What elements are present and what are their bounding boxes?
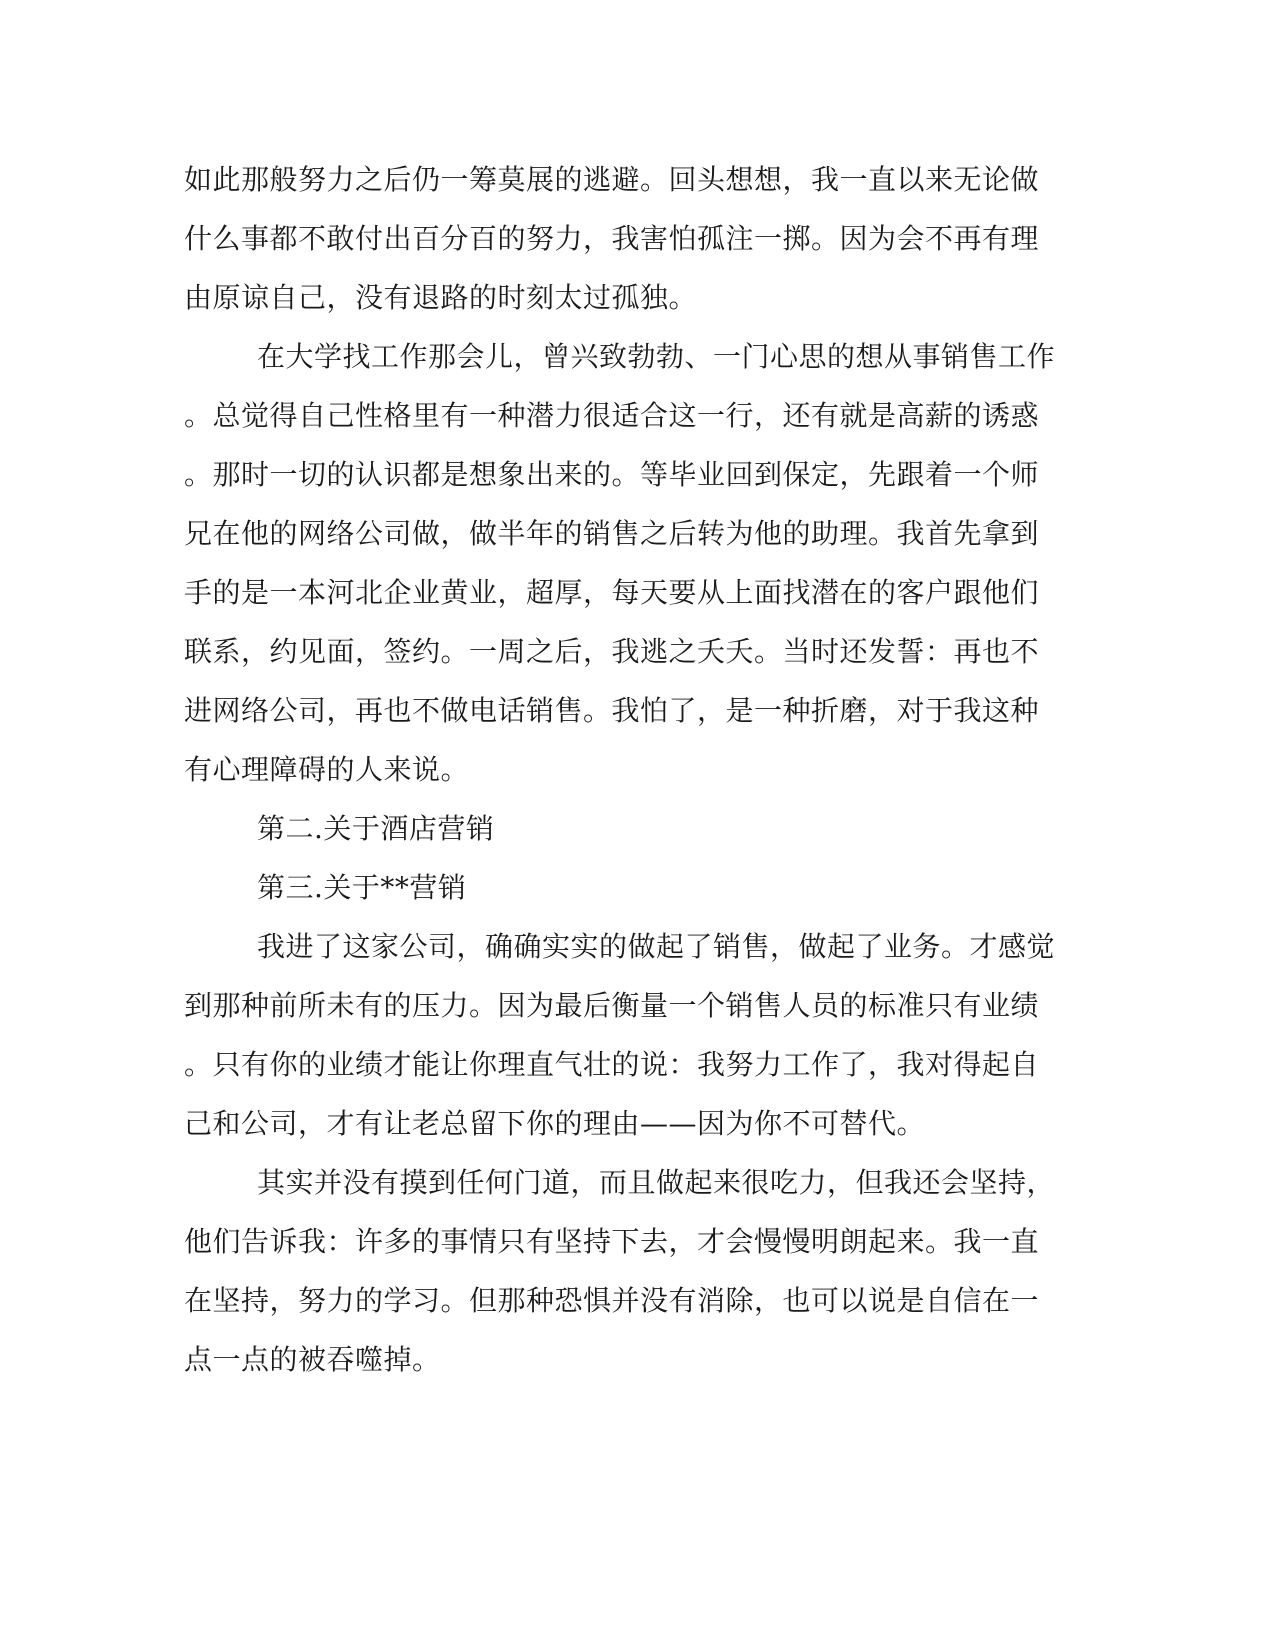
text-line: 到那种前所未有的压力。因为最后衡量一个销售人员的标准只有业绩 [184,989,1040,1022]
text-line: 联系，约见面，签约。一周之后，我逃之夭夭。当时还发誓：再也不 [184,635,1040,668]
text-line: 兄在他的网络公司做，做半年的销售之后转为他的助理。我首先拿到 [184,517,1040,550]
paragraph-start-line: 在大学找工作那会儿，曾兴致勃勃、一门心思的想从事销售工作 [257,340,1056,373]
text-line: 。只有你的业绩才能让你理直气壮的说：我努力工作了，我对得起自 [184,1048,1040,1081]
text-line: 。总觉得自己性格里有一种潜力很适合这一行，还有就是高薪的诱惑 [184,399,1040,432]
text-line: 点一点的被吞噬掉。 [184,1343,441,1376]
text-line: 他们告诉我：许多的事情只有坚持下去，才会慢慢明朗起来。我一直 [184,1225,1040,1258]
text-line: 由原谅自己，没有退路的时刻太过孤独。 [184,281,698,314]
text-line: 进网络公司，再也不做电话销售。我怕了，是一种折磨，对于我这种 [184,694,1040,727]
text-line: 己和公司，才有让老总留下你的理由——因为你不可替代。 [184,1107,926,1140]
paragraph-start-line: 我进了这家公司，确确实实的做起了销售，做起了业务。才感觉 [257,930,1056,963]
text-line: 什么事都不敢付出百分百的努力，我害怕孤注一掷。因为会不再有理 [184,222,1040,255]
paragraph-start-line: 其实并没有摸到任何门道，而且做起来很吃力，但我还会坚持， [257,1166,1056,1199]
text-line: 手的是一本河北企业黄业，超厚，每天要从上面找潜在的客户跟他们 [184,576,1040,609]
section-heading: 第二.关于酒店营销 [257,812,495,845]
text-line: 在坚持，努力的学习。但那种恐惧并没有消除，也可以说是自信在一 [184,1284,1040,1317]
section-heading: 第三.关于**营销 [257,871,467,904]
text-line: 有心理障碍的人来说。 [184,753,470,786]
text-line: 如此那般努力之后仍一筹莫展的逃避。回头想想，我一直以来无论做 [184,163,1040,196]
text-line: 。那时一切的认识都是想象出来的。等毕业回到保定，先跟着一个师 [184,458,1040,491]
